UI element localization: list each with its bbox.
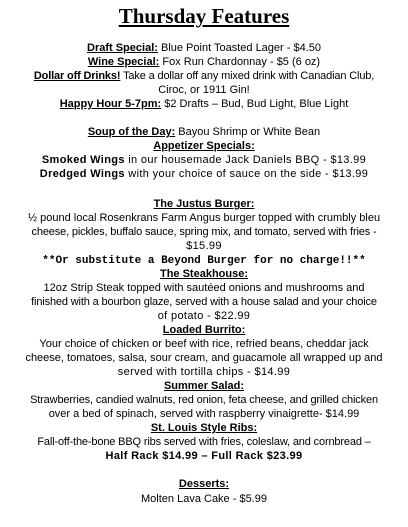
- appetizer-item-1-name: Smoked Wings: [41, 154, 125, 166]
- soup-line: [0, 126, 408, 139]
- justus-price: $15.99: [186, 240, 222, 252]
- steakhouse-line-3: of potato - $22.99: [157, 310, 251, 322]
- appetizer-item-1-text: in our housemade Jack Daniels BBQ - $13.99: [124, 154, 367, 166]
- burrito-line-1: Your choice of chicken or beef with rice, refried beans, cheddar jack: [39, 338, 369, 350]
- appetizer-item-2-text: with your choice of sauce on the side - $13.99: [124, 168, 369, 180]
- wine-special-label: Wine Special:: [87, 56, 160, 68]
- burrito-line-3: served with tortilla chips - $14.99: [117, 366, 291, 378]
- ribs-heading: St. Louis Style Ribs:: [150, 422, 258, 434]
- dollar-off-label: Dollar off Drinks!: [33, 70, 121, 82]
- ribs-line-1: Fall-off-the-bone BBQ ribs served with fries, coleslaw, and cornbread –: [37, 436, 371, 448]
- soup-label: Soup of the Day:: [87, 126, 176, 138]
- appetizer-item-2: [0, 168, 408, 181]
- steakhouse-heading: The Steakhouse:: [159, 268, 249, 280]
- justus-substitute-note: **Or substitute a Beyond Burger for no charge!!**: [42, 255, 366, 267]
- draft-special-label: Draft Special:: [87, 42, 158, 54]
- burrito-heading: Loaded Burrito:: [162, 324, 246, 336]
- ribs-prices: Half Rack $14.99 – Full Rack $23.99: [105, 450, 303, 462]
- happy-hour-label: Happy Hour 5-7pm:: [59, 98, 162, 110]
- happy-hour-line: [0, 98, 408, 111]
- appetizer-item-2-name: Dredged Wings: [39, 168, 125, 180]
- burrito-line-2: cheese, tomatoes, salsa, sour cream, and guacamole all wrapped up and: [25, 352, 383, 364]
- dollar-off-line: [0, 70, 408, 83]
- salad-heading: Summer Salad:: [163, 380, 245, 392]
- wine-special-text: Fox Run Chardonnay - $5 (6 oz): [159, 56, 321, 68]
- dollar-off-line-2: Ciroc, or 1911 Gin!: [158, 84, 250, 96]
- salad-line-2: over a bed of spinach, served with raspberry vinaigrette- $14.99: [48, 408, 360, 420]
- draft-special-text: Blue Point Toasted Lager - $4.50: [157, 42, 321, 54]
- page-title: Thursday Features: [118, 4, 290, 28]
- dessert-item: Molten Lava Cake - $5.99: [141, 493, 267, 505]
- desserts-heading: Desserts:: [178, 478, 230, 490]
- justus-heading: The Justus Burger:: [153, 198, 255, 210]
- wine-special-line: [0, 56, 408, 69]
- justus-line-2: cheese, pickles, buffalo sauce, spring mix, and tomato, served with fries -: [31, 226, 377, 238]
- draft-special-line: [0, 42, 408, 55]
- justus-line-1: ½ pound local Rosenkrans Farm Angus burger topped with crumbly bleu: [27, 212, 381, 224]
- salad-line-1: Strawberries, candied walnuts, red onion, feta cheese, and grilled chicken: [30, 394, 378, 406]
- steakhouse-line-2: finished with a bourbon glaze, served with a house salad and your choice: [31, 296, 377, 308]
- dollar-off-text: Take a dollar off any mixed drink with Canadian Club,: [120, 70, 375, 82]
- happy-hour-text: $2 Drafts – Bud, Bud Light, Blue Light: [161, 98, 349, 110]
- soup-text: Bayou Shrimp or White Bean: [175, 126, 321, 138]
- appetizer-heading: Appetizer Specials:: [153, 140, 255, 152]
- appetizer-item-1: [0, 154, 408, 167]
- steakhouse-line-1: 12oz Strip Steak topped with sautéed onions and mushrooms and: [43, 282, 365, 294]
